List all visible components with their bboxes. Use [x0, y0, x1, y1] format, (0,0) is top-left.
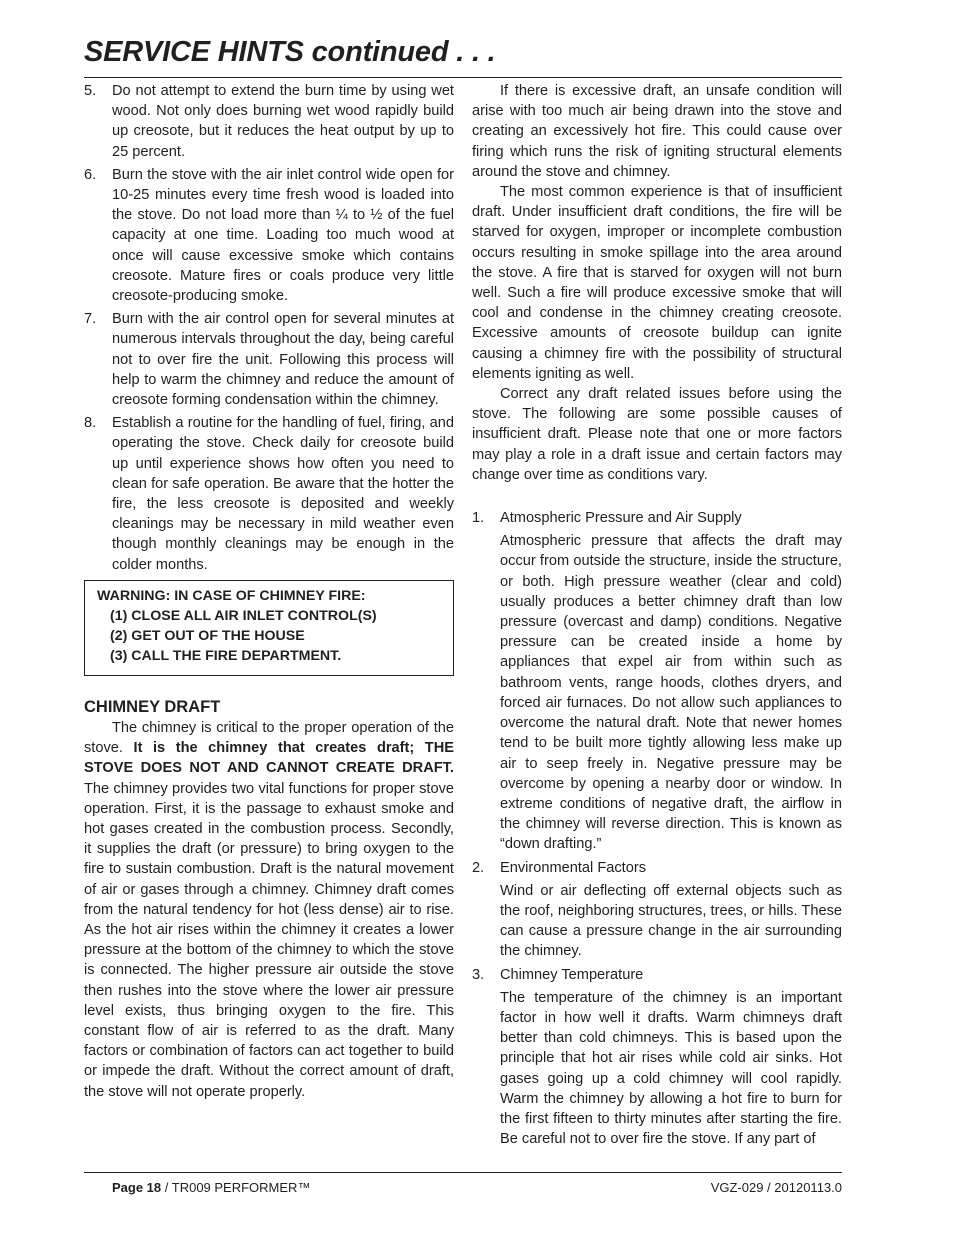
paragraph-text: The chimney is critical to the proper operation of the stove.	[84, 719, 454, 757]
list-title: Chimney Temperature	[500, 966, 644, 983]
list-item-body: Wind or air deflecting off external objects such as the roof, neighboring structures, trees, or hills. These can cause a pressure change in the air surrounding the chimney.	[500, 882, 842, 960]
list-text: Burn with the air control open for several minutes at numerous intervals throughout the day, being careful not to over fire the unit. Following this process will help to warm the chimney and reduce the amount of creosote forming condensation within the chimney.	[112, 311, 454, 409]
list-title: Environmental Factors	[500, 859, 646, 876]
list-item-title	[472, 508, 842, 528]
list-number: 2.	[472, 859, 485, 876]
warning-heading: WARNING: IN CASE OF CHIMNEY FIRE:	[97, 587, 366, 604]
paragraph-correct-draft: Correct any draft related issues before using the stove. The following are some possible causes of insufficient draft. Please note that one or more factors may play a role in a draft issue and certain factors may change over time as conditions vary.	[472, 386, 842, 483]
list-item-6	[84, 165, 454, 306]
emphasis-text: It is the chimney that creates draft; THE STOVE DOES NOT AND CANNOT CREATE DRAFT.	[84, 740, 454, 777]
list-item-title	[472, 965, 842, 985]
list-text: Do not attempt to extend the burn time by using wet wood. Not only does burning wet wood rapidly build up creosote, but it reduces the heat output by up to 25 percent.	[112, 83, 454, 160]
list-title: Atmospheric Pressure and Air Supply	[500, 510, 742, 527]
list-number: 7.	[84, 311, 97, 328]
list-item-8	[84, 413, 454, 575]
model-name: / TR009 PERFORMER™	[161, 1180, 311, 1195]
list-number: 8.	[84, 415, 97, 432]
page-title: SERVICE HINTS continued . . .	[84, 36, 496, 68]
paragraph-text: The chimney provides two vital functions for proper stove operation. First, it is the passage to exhaust smoke and hot gases created in the combustion process. Secondly, it supplies the draft (or pressure) to bring oxygen to the fire to sustain combustion. Draft is the natural movement of air or gases through a chimney. Chimney draft comes from the natural tendency for hot (less dense) air to rise. As the hot air rises within the chimney it creates a lower pressure at the bottom of the chimney to which the stove is connected. The higher pressure air outside the stove then rushes into the stove where the lower air pressure level exists, thus bringing oxygen to the fire. This constant flow of air is referred to as the draft. Many factors or combination of factors can act together to build or impede the draft. Without the correct amount of draft, the stove will not operate properly.	[84, 780, 454, 1100]
list-item-body: Atmospheric pressure that affects the draft may occur from outside the structure, inside the structure, or both. High pressure weather (clear and cold) usually produces a better chimney draft than low pressure (overcast and damp) conditions. Negative pressure can be created inside a home by appliances that expel air from within such as bathroom vents, range hoods, clothes dryers, and forced air furnaces. Do not allow such appliances to overcome the natural draft. Note that newer homes tend to be built more tightly allowing less make up air to seep freely in. Negative pressure may be overcome by opening a nearby door or window. In extreme conditions of negative draft, the airflow in the chimney will reverse direction. This is known as “down drafting.”	[500, 533, 842, 853]
footer-rule	[84, 1172, 842, 1173]
list-item-7	[84, 309, 454, 410]
list-number: 1.	[472, 510, 485, 527]
footer-doc-code: VGZ-029 / 20120113.0	[710, 1180, 842, 1195]
spacer	[472, 485, 842, 507]
list-item-body: The temperature of the chimney is an important factor in how well it drafts. Warm chimneys draft better than cold chimneys. This is based upon the principle that hot air rises while cold air sinks. Hot gases going up a cold chimney will cool rapidly. Warm the chimney by allowing a hot fire to burn for the first fifteen to thirty minutes after starting the fire. Be careful not to over fire the stove. If any part of	[500, 989, 842, 1148]
list-text: Burn the stove with the air inlet control wide open for 10-25 minutes every time fresh wood is loaded into the stove. Do not load more than ¼ to ½ of the fuel capacity at one time. Loading too much wood at once will cause excessive smoke which contains creosote. Mature fires or coals produce very little creosote-producing smoke.	[112, 166, 454, 305]
chimney-draft-paragraph	[84, 718, 454, 1102]
page-number: Page 18	[112, 1180, 162, 1195]
header-rule	[84, 77, 842, 78]
warning-box	[84, 580, 454, 676]
footer-page-info	[112, 1180, 310, 1195]
list-text: Establish a routine for the handling of fuel, firing, and operating the stove. Check daily for creosote build up until experience shows how often you need to clean for safe operation. Be aware that the hotter the fire, the less creosote is deposited and weekly cleanings may be necessary in mild weather even though monthly cleanings may be enough in the colder months.	[112, 415, 454, 573]
list-item-title	[472, 858, 842, 878]
section-heading-chimney-draft: CHIMNEY DRAFT	[84, 697, 221, 716]
paragraph-excessive-draft: If there is excessive draft, an unsafe condition will arise with too much air being drawn into the stove and creating an excessively hot fire. This could cause over firing which runs the risk of igniting structural elements around the stove and chimney.	[472, 83, 842, 180]
paragraph-insufficient-draft: The most common experience is that of insufficient draft. Under insufficient draft conditions, the fire will be starved for oxygen, improper or incomplete combustion occurs resulting in smoke spillage into the area around the stove. A fire that is starved for oxygen will not burn well. Such a fire will produce excessive smoke that will cool and condense in the chimney creating creosote. Excessive amounts of creosote buildup can ignite causing a chimney fire with the possibility of structural elements igniting as well.	[472, 184, 842, 382]
right-column	[472, 81, 842, 1152]
warning-line: (2) GET OUT OF THE HOUSE	[110, 628, 305, 645]
warning-line: (3) CALL THE FIRE DEPARTMENT.	[110, 648, 342, 665]
warning-line: (1) CLOSE ALL AIR INLET CONTROL(S)	[110, 608, 377, 625]
list-number: 3.	[472, 966, 485, 983]
list-number: 6.	[84, 166, 97, 183]
list-item-5	[84, 81, 454, 162]
list-number: 5.	[84, 83, 97, 99]
left-column	[84, 81, 454, 1102]
